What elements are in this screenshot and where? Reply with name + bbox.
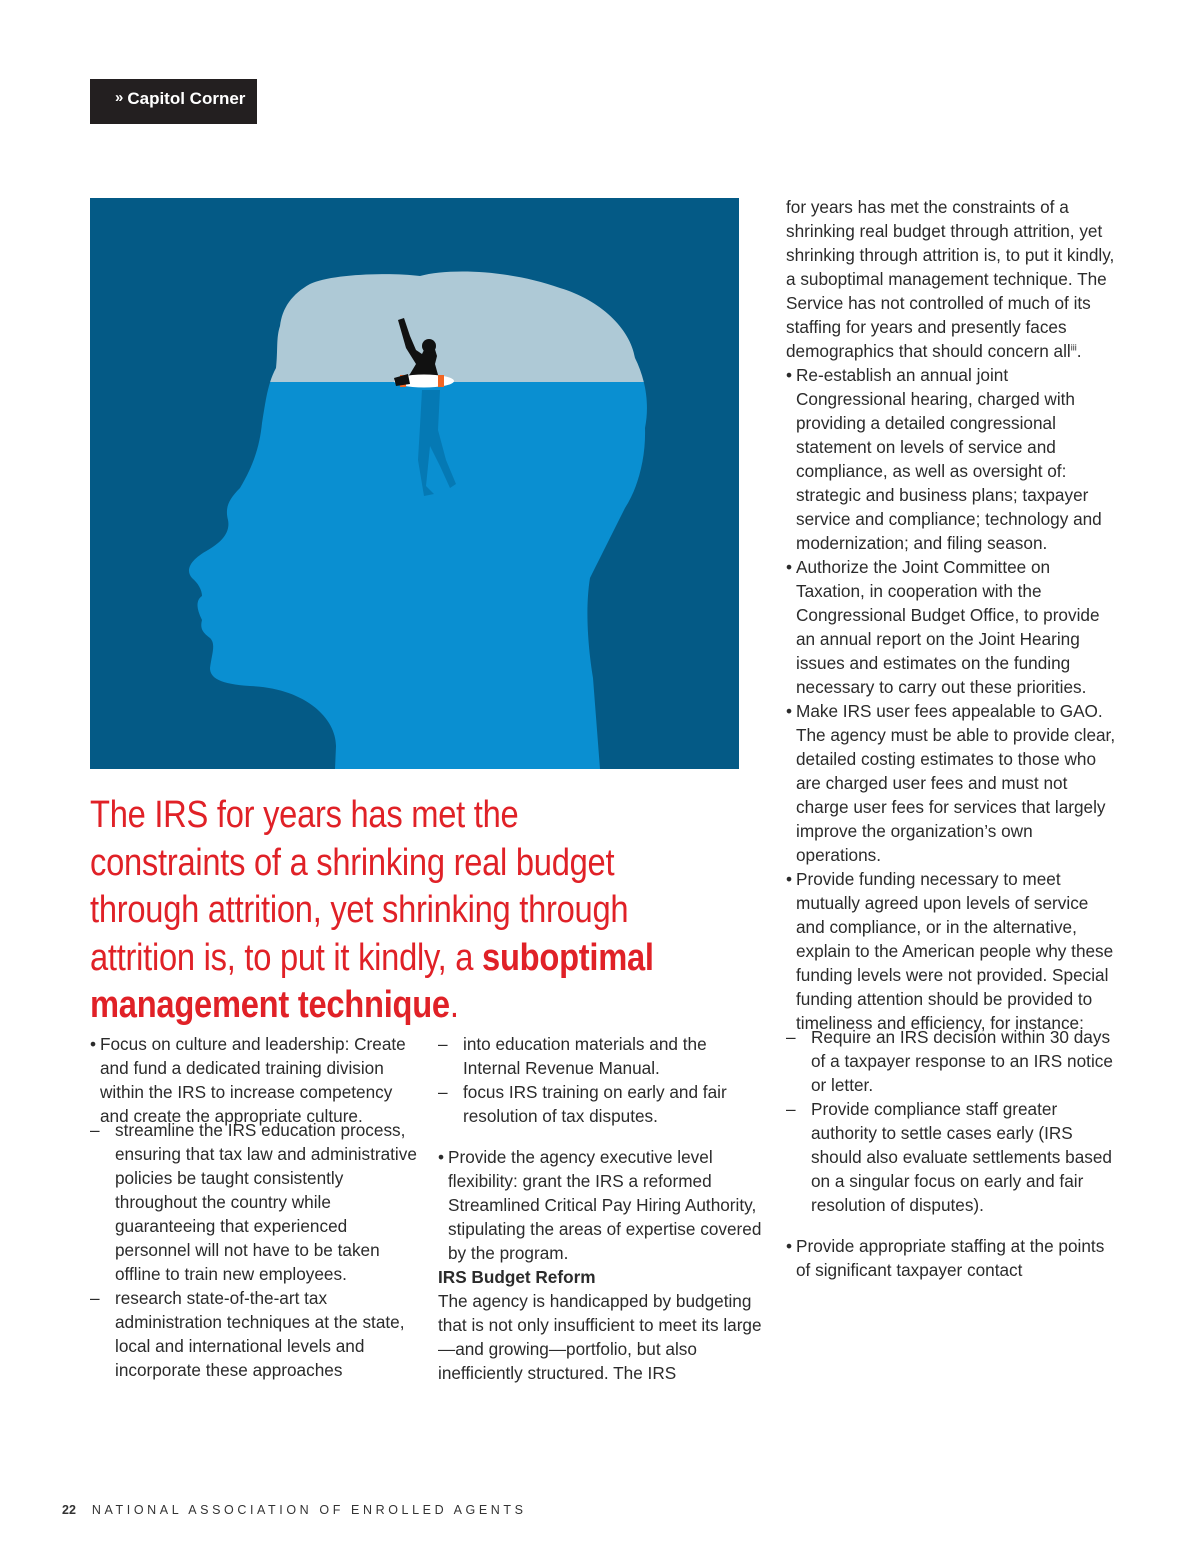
double-chevron-icon: » [115,89,124,106]
drowning-head-illustration [90,198,739,769]
bullet-executive-flexibility: • Provide the agency executive level flexibility: grant the IRS a reformed Streamlined Critical Pay Hiring Authority, stipulating the areas of expertise covered by the program. [438,1145,768,1265]
column-2 [438,1032,768,1385]
section-tag-label: Capitol Corner [127,89,246,108]
column-1 [90,1032,420,1399]
pull-quote [90,792,658,1030]
pull-quote-text: The IRS for years has met the constraints of a shrinking real budget through attrition, yet shrinking through attrition is, to put it kindly, a [90,794,629,979]
page-number: 22 [62,1503,76,1517]
bullet-joint-committee: • Authorize the Joint Committee on Taxation, in cooperation with the Congressional Budget Office, to provide an annual report on the Joint Hearing issues and estimates on the funding necessary to carry out these priorities. [786,555,1116,699]
dash-streamline-education: – streamline the IRS education process, ensuring that tax law and administrative policies be taught consistently throughout the country while guaranteeing that experienced personnel will not have to be taken offline to train new employees. [90,1118,420,1286]
dash-focus-training: – focus IRS training on early and fair resolution of tax disputes. [438,1080,768,1128]
bullet-funding: • Provide funding necessary to meet mutually agreed upon levels of service and compliance, or in the alternative, explain to the American people why these funding levels were not provided. Special funding attention should be provided to timeliness and efficiency, for instance: [786,867,1116,1035]
section-tag [90,79,257,124]
publication-name: NATIONAL ASSOCIATION OF ENROLLED AGENTS [91,1503,527,1517]
bullet-user-fees: • Make IRS user fees appealable to GAO. The agency must be able to provide clear, detailed costing estimates to those who are charged user fees and must not charge user fees for services that largely improve the organization’s own operations. [786,699,1116,867]
page-footer [62,1503,527,1517]
continued-text: – into education materials and the Internal Revenue Manual. [438,1032,768,1080]
dash-research-techniques: – research state-of-the-art tax administration techniques at the state, local and international levels and incorporate these approaches [90,1286,420,1382]
dash-compliance-staff: – Provide compliance staff greater authority to settle cases early (IRS should also evaluate settlements based on a singular focus on early and fair resolution of disputes). [786,1097,1116,1217]
bullet-joint-hearing: • Re-establish an annual joint Congressional hearing, charged with providing a detailed congressional statement on levels of service and compliance, as well as oversight of: strategic and business plans; taxpayer service and compliance; technology and modernization; and filing season. [786,363,1116,555]
continued-paragraph: for years has met the constraints of a shrinking real budget through attrition, yet shrinking through attrition is, to put it kindly, a suboptimal management technique. The Service has not controlled of much of its staffing for years and presently faces demographics that should concern all$^{iii}$. [786,197,1115,361]
bullet-culture-leadership: • Focus on culture and leadership: Create and fund a dedicated training division within the IRS to increase competency and create the appropriate culture. [90,1032,420,1128]
column-3 [786,195,1116,1282]
bullet-staffing: • Provide appropriate staffing at the points of significant taxpayer contact [786,1234,1116,1282]
dash-irs-decision: – Require an IRS decision within 30 days of a taxpayer response to an IRS notice or letter. [786,1025,1116,1097]
budget-reform-paragraph: The agency is handicapped by budgeting that is not only insufficient to meet its large—and growing—portfolio, but also inefficiently structured. The IRS [438,1291,762,1383]
pull-quote-end: . [449,984,459,1026]
section-heading: IRS Budget Reform [438,1267,596,1287]
pull-quote-emphasis: suboptimal management technique [90,936,654,1026]
